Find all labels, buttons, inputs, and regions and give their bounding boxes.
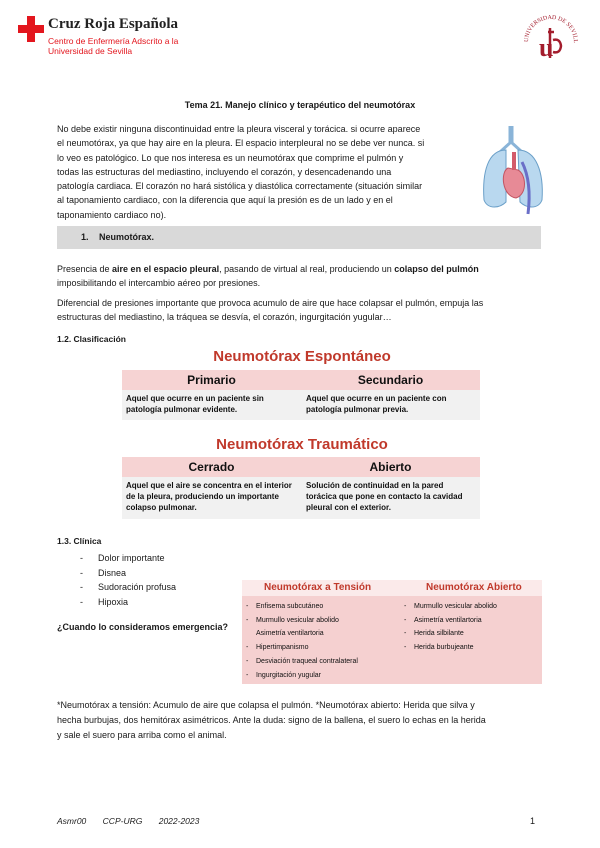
list-item: - Asimetría ventilartoria (404, 614, 497, 628)
list-item: - Enfisema subcutáneo (246, 600, 358, 614)
emergency-table-header: Neumotórax a Tensión Neumotórax Abierto (242, 580, 542, 596)
traumatico-header-row: Cerrado Abierto (122, 457, 480, 477)
list-item: - Dolor importante (80, 551, 176, 566)
lungs-illustration (478, 122, 548, 222)
espontaneo-header-row: Primario Secundario (122, 370, 480, 390)
footnote-paragraph: *Neumotórax a tensión: Acumulo de aire que colapsa el pulmón. *Neumotórax abierto: Herida que silva y hecha burbujas, dos hemitórax asimétricos. Ante la duda: signo de la ballena, el suero lo echas en la herida y sale el suero para arriba como el animal. (57, 700, 486, 740)
list-item: - Desviación traqueal contralateral (246, 655, 358, 669)
page-title: Tema 21. Manejo clínico y terapéutico del neumotórax (184, 100, 416, 110)
footer-course: CCP-URG (102, 816, 143, 826)
section-neumotorax-header: 1. Neumotórax. (57, 226, 541, 249)
paragraph-diferencial: Diferencial de presiones importante que provoca acumulo de aire que hace colapsar el pulmón, empuja las estructuras del mediastino, la tráquea se desvía, el corazón, ingurgitación yugular… (57, 298, 484, 322)
tension-signs (246, 600, 358, 682)
intro-paragraph: No debe existir ninguna discontinuidad entre la pleura visceral y torácica. si ocurre aparece el neumotórax, ya que hay aire en la pleura. El espacio interpleural no se debe ver nunca. si lo veo es patológico. Lo que nos interesa es un neumotórax que comprime el pulmón y todas las estructuras del mediastino, incluyendo el corazón, y desencadenando una patología cardiaca. El corazón no hará sistólica y diastólica correctamente (situación similar al taponamiento cardiaco, con la diferencia que aquí la presión es de un lado y en el taponamiento cardiaco no). (57, 124, 425, 220)
heading-clinica: 1.3. Clínica (57, 536, 102, 546)
paragraph-presencia: Presencia de aire en el espacio pleural, pasando de virtual al real, produciendo un colapso del pulmón imposibilitando el intercambio aéreo por presiones. (57, 264, 479, 288)
traumatico-body-row: Aquel que el aire se concentra en el interior de la pleura, produciendo un importante colapso pulmonar. Solución de continuidad en la pared torácica que pone en contacto la cavidad pleural con el exterior. (122, 477, 480, 519)
emergency-question: ¿Cuando lo consideramos emergencia? (57, 622, 229, 632)
traumatico-title: Neumotórax Traumático (216, 436, 388, 453)
emergency-table-body (242, 596, 542, 684)
list-item: Asimetría ventilartoria (256, 630, 324, 638)
us-logo-text: UNIVERSIDAD DE SEVILL (523, 14, 579, 44)
list-item: - Murmullo vesicular abolido (246, 614, 358, 628)
espontaneo-title: Neumotórax Espontáneo (213, 348, 391, 365)
abierto-signs (404, 600, 497, 655)
espontaneo-body-row: Aquel que ocurre en un paciente sin patología pulmonar evidente. Aquel que ocurre en un paciente con patología pulmonar previa. (122, 390, 480, 420)
list-item: - Murmullo vesicular abolido (404, 600, 497, 614)
cruz-roja-name: Cruz Roja Española (48, 16, 179, 32)
list-item: - Disnea (80, 566, 176, 581)
list-item: - Hipertimpanismo (246, 641, 358, 655)
page-number: 1 (530, 816, 536, 826)
footer-year: 2022-2023 (158, 816, 200, 826)
page-footer (57, 816, 213, 826)
list-item: - Herida silbilante (404, 627, 497, 641)
cruz-roja-logo (18, 14, 179, 56)
list-item: - Herida burbujeante (404, 641, 497, 655)
svg-text:u: u (539, 33, 554, 62)
cruz-roja-subtitle: Centro de Enfermería Adscrito a la Universidad de Sevilla (48, 36, 179, 56)
universidad-sevilla-logo (520, 8, 582, 66)
footer-author: Asmr00 (57, 816, 87, 826)
red-cross-icon (18, 16, 44, 42)
heading-clasificacion: 1.2. Clasificación (57, 334, 126, 344)
list-item: - Ingurgitación yugular (246, 669, 358, 683)
list-item: - Sudoración profusa (80, 580, 176, 595)
clinica-list (80, 551, 176, 609)
list-item: - Hipoxia (80, 595, 176, 610)
emergency-table (242, 580, 542, 684)
